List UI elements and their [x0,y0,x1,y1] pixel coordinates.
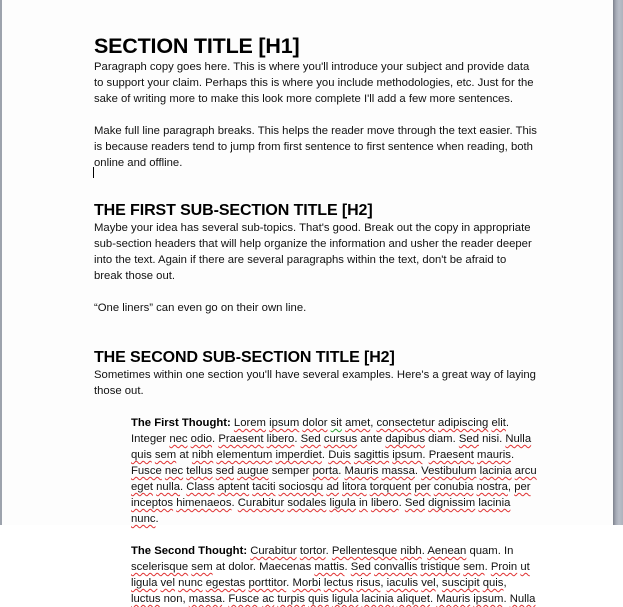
spelling-flagged-word[interactable]: Class [186,481,215,493]
spelling-flagged-word[interactable]: himenaeos [176,497,232,509]
grammar-flagged-word[interactable]: sit [330,417,342,429]
window-right-gutter [613,0,623,525]
spelling-flagged-word[interactable]: lacinia [361,593,394,605]
spelling-flagged-word[interactable]: adipiscing [438,417,489,429]
spelling-flagged-word[interactable]: eget [131,481,153,493]
spelling-flagged-word[interactable]: sem [154,449,177,461]
spelling-flagged-word[interactable]: lacinia [479,465,512,477]
spelling-flagged-word[interactable]: mauris [477,449,511,461]
spelling-flagged-word[interactable]: Mauris [436,593,471,605]
spelling-flagged-word[interactable]: Pellentesque [331,545,398,557]
spelling-flagged-word[interactable]: imperdiet [275,449,322,461]
spelling-flagged-word[interactable]: massa [188,593,223,605]
text-line: those out. [94,385,144,397]
spelling-flagged-word[interactable]: vel [421,577,436,589]
spelling-flagged-word[interactable]: Praesent [428,449,474,461]
first-thought-block [131,415,544,527]
spelling-flagged-word[interactable]: Sed [458,433,479,445]
first-subsection-title-h2: THE FIRST SUB-SECTION TITLE [H2] [94,202,373,219]
spelling-flagged-word[interactable]: dolor [302,417,328,429]
text-line: to support your claim. Perhaps this is where you include methodologies, etc. Just for the [94,77,534,89]
spelling-flagged-word[interactable]: sociosqu [278,481,324,493]
spelling-flagged-word[interactable]: risus [356,577,381,589]
spelling-flagged-word[interactable]: Duis [328,449,351,461]
text-line: Sometimes within one section you'll have several examples. Here's a great way of laying [94,369,536,381]
spelling-flagged-word[interactable]: tellus [186,465,213,477]
first-thought-label: The First Thought: [131,417,231,429]
spelling-flagged-word[interactable]: iaculis [386,577,419,589]
text-line [131,543,544,559]
text-cursor [93,167,94,178]
spelling-flagged-word[interactable]: lacinia [478,497,511,509]
text-line [131,415,544,431]
spelling-flagged-word[interactable]: Vestibulum [421,465,477,477]
spelling-flagged-word[interactable]: egestas [205,577,246,589]
spelling-flagged-word[interactable]: torquent [369,481,412,493]
spelling-flagged-word[interactable]: scelerisque [131,561,189,573]
spelling-flagged-word[interactable]: convallis [374,561,418,573]
text-line: online and offline. [94,157,183,169]
spelling-flagged-word[interactable]: Curabitur [237,497,285,509]
spelling-flagged-word[interactable]: dignissim [428,497,476,509]
spelling-flagged-word[interactable]: Mauris [344,465,379,477]
spelling-flagged-word[interactable]: Aenean [427,545,467,557]
spelling-flagged-word[interactable]: sem [463,561,485,573]
spelling-flagged-word[interactable]: ligula [329,497,356,509]
spelling-flagged-word[interactable]: dapibus [385,433,425,445]
spelling-flagged-word[interactable]: nulla [156,481,181,493]
text-line: break those out. [94,270,176,282]
paragraph-break [94,399,544,415]
spelling-flagged-word[interactable]: tristique [420,561,461,573]
spelling-flagged-word[interactable]: massa [381,465,415,477]
spelling-flagged-word[interactable]: litora [342,481,367,493]
spelling-flagged-word[interactable]: quis [482,577,504,589]
spelling-flagged-word[interactable]: Nulla [509,593,536,605]
spelling-flagged-word[interactable]: Morbi [292,577,321,589]
paragraph-break [94,171,544,201]
spelling-flagged-word[interactable]: tortor [299,545,326,557]
spelling-flagged-word[interactable]: taciti [252,481,276,493]
second-subsection-paragraph-1 [94,367,544,399]
spelling-flagged-word[interactable]: nibh [191,449,214,461]
spelling-flagged-word[interactable]: inceptos [131,497,174,509]
spelling-flagged-word[interactable]: porttitor [248,577,287,589]
text-line: nunc. [131,513,159,525]
spelling-flagged-word[interactable]: ut [520,561,530,573]
spelling-flagged-word[interactable]: sed [215,465,234,477]
spelling-flagged-word[interactable]: sem [191,561,213,573]
spelling-flagged-word[interactable]: ligula [131,577,158,589]
spelling-flagged-word[interactable]: nunc [178,577,203,589]
text-line: Make full line paragraph breaks. This helps the reader move through the text easier. This [94,125,537,137]
spelling-flagged-word[interactable]: Curabitur [250,545,297,557]
spelling-flagged-word[interactable]: per [414,481,431,493]
spelling-flagged-word[interactable]: conubia [433,481,474,493]
spelling-flagged-word[interactable]: Fusce [131,465,162,477]
second-thought-block [131,543,544,607]
intro-paragraph-2 [94,123,544,171]
spelling-flagged-word[interactable]: mattis [314,561,345,573]
spelling-flagged-word[interactable]: porta [312,465,339,477]
spelling-flagged-word[interactable]: ipsum [473,593,504,605]
spelling-flagged-word[interactable]: cursus [323,433,358,445]
spelling-flagged-word[interactable]: libero [266,433,295,445]
spelling-flagged-word[interactable]: nec [164,465,184,477]
spelling-flagged-word[interactable]: quis [131,449,152,461]
paragraph-break [94,107,544,123]
spelling-flagged-word[interactable]: Lorem [233,417,266,429]
spelling-flagged-word[interactable]: sodales [287,497,327,509]
spelling-flagged-word[interactable]: in [359,497,368,509]
text-line: Maybe your idea has several sub-topics. That's good. Break out the copy in appropriate [94,222,531,234]
spelling-flagged-word[interactable]: sagittis [353,449,390,461]
text-line: inceptos himenaeos. Curabitur sodales ligula in libero. Sed dignissim lacinia [131,497,511,509]
spelling-flagged-word[interactable]: nunc [131,513,156,525]
spelling-flagged-word[interactable]: nostra [476,481,508,493]
rich-text: Lorem ipsum dolor sit amet, consectetur adipiscing elit. [233,417,510,429]
text-line: sub-section headers that will help organize the information and usher the reader deeper [94,238,532,250]
spelling-flagged-word[interactable]: consectetur [376,417,435,429]
spelling-flagged-word[interactable]: elementum [216,449,273,461]
spelling-flagged-word[interactable]: Sed [350,561,371,573]
paragraph-break [94,527,544,543]
first-subsection-paragraph-1 [94,220,544,284]
spelling-flagged-word[interactable]: Praesent [218,433,264,445]
spelling-flagged-word[interactable]: aliquet [396,593,430,605]
second-thought-label: The Second Thought: [131,545,248,557]
text-line: Fusce nec tellus sed augue semper porta. Mauris massa. Vestibulum lacinia arcu [131,465,537,477]
text-line: sake of writing more to make this look more complete I'll add a few more sentences. [94,93,514,105]
spelling-flagged-word[interactable]: nec [169,433,188,445]
spelling-flagged-word[interactable]: lectus [323,577,354,589]
text-line: ligula vel nunc egestas porttitor. Morbi lectus risus, iaculis vel, suscipit quis, [131,577,507,589]
spelling-flagged-word[interactable]: nibh [400,545,422,557]
spelling-flagged-word[interactable]: ipsum [269,417,300,429]
section-title-h1: SECTION TITLE [H1] [94,34,300,58]
text-line: Integer nec odio. Praesent libero. Sed cursus ante dapibus diam. Sed nisi. Nulla [131,433,532,445]
text-line: luctus non, massa. Fusce ac turpis quis ligula lacinia aliquet. Mauris ipsum. Nulla [131,593,536,605]
second-subsection-title-h2: THE SECOND SUB-SECTION TITLE [H2] [94,349,395,366]
spelling-flagged-word[interactable]: luctus [131,593,161,605]
spelling-flagged-word[interactable]: augue [237,465,269,477]
spelling-flagged-word[interactable]: elit [491,417,506,429]
paragraph-break [94,284,544,300]
intro-paragraph-1 [94,59,544,107]
spelling-flagged-word[interactable]: vel [160,577,175,589]
spelling-flagged-word[interactable]: Fusce [228,593,260,605]
text-line: is because readers tend to jump from first sentence to first sentence when reading, both [94,141,533,153]
spelling-flagged-word[interactable]: Sed [404,497,425,509]
spelling-flagged-word[interactable]: Proin [490,561,518,573]
spelling-flagged-word[interactable]: arcu [514,465,537,477]
text-line: quis sem at nibh elementum imperdiet. Duis sagittis ipsum. Praesent mauris. [131,449,515,461]
spelling-flagged-word[interactable]: Sed [300,433,321,445]
document-page[interactable] [2,0,613,605]
one-liner-paragraph: “One liners” can even go on their own line. [94,302,307,314]
paragraph-break [94,316,544,348]
spelling-flagged-word[interactable]: odio [190,433,213,445]
spelling-flagged-word[interactable]: ligula [331,593,359,605]
document-body[interactable] [94,33,544,607]
spelling-flagged-word[interactable]: suscipit [441,577,480,589]
spelling-flagged-word[interactable]: Nulla [505,433,532,445]
text-line: scelerisque sem at dolor. Maecenas mattis. Sed convallis tristique sem. Proin ut [131,561,530,573]
spelling-flagged-word[interactable]: ad [326,481,339,493]
text-line: Paragraph copy goes here. This is where you'll introduce your subject and provide data [94,61,530,73]
spelling-flagged-word[interactable]: turpis [277,593,305,605]
spelling-flagged-word[interactable]: per [514,481,531,493]
spelling-flagged-word[interactable]: amet [345,417,371,429]
spelling-flagged-word[interactable]: quis [308,593,329,605]
spelling-flagged-word[interactable]: libero [370,497,399,509]
rich-text: Curabitur tortor. Pellentesque nibh. Aenean quam. In [250,545,514,557]
text-line: eget nulla. Class aptent taciti sociosqu ad litora torquent per conubia nostra, per [131,481,531,493]
spelling-flagged-word[interactable]: ipsum [392,449,423,461]
spelling-flagged-word[interactable]: aptent [217,481,250,493]
text-line: into the text. Again if there are several paragraphs within the text, don't be afraid to [94,254,507,266]
spelling-flagged-word[interactable]: ac [262,593,275,605]
